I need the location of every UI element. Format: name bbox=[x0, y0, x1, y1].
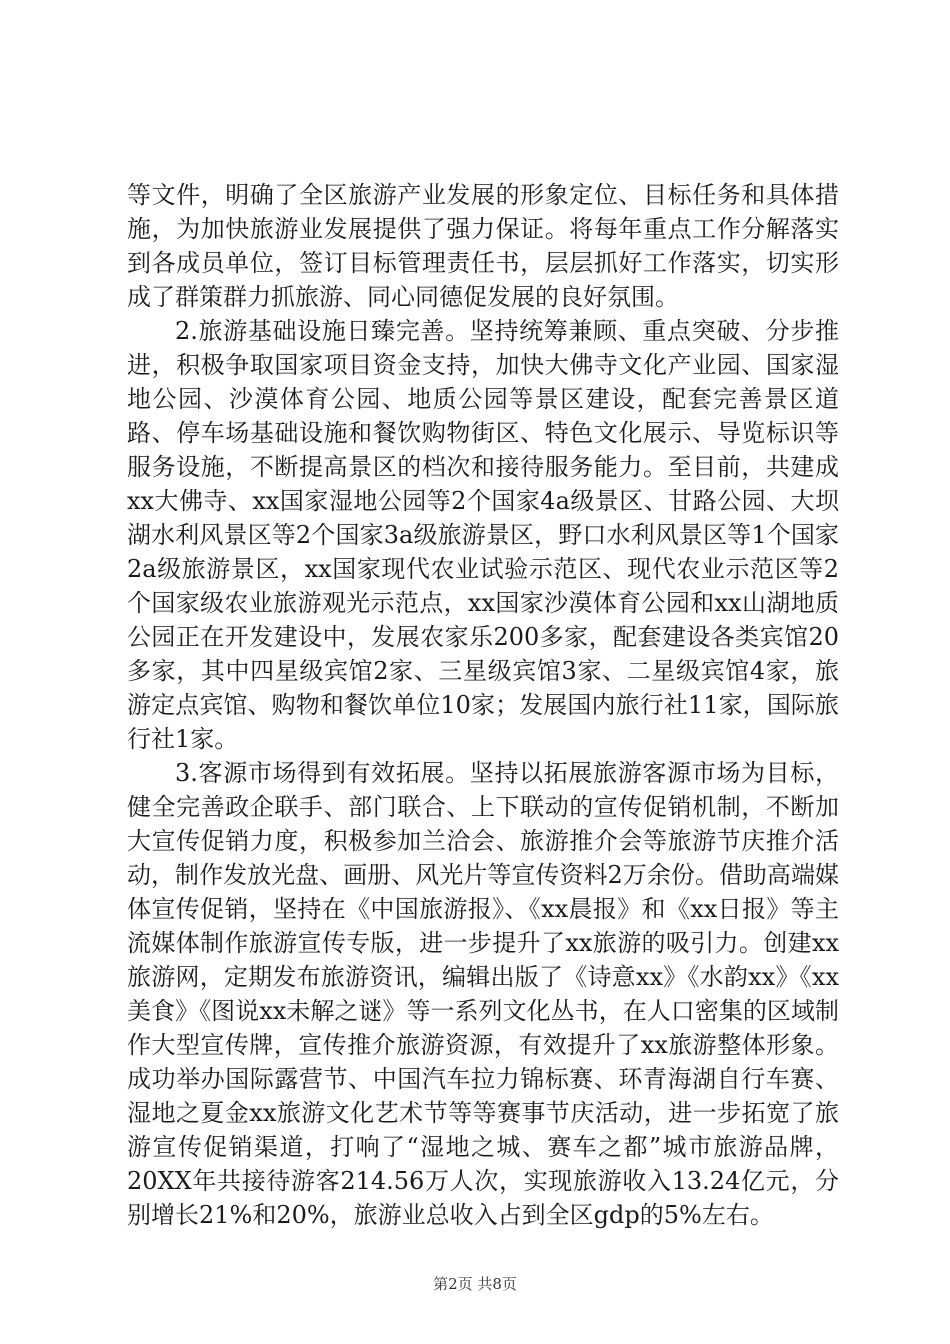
body-text bbox=[127, 178, 839, 1232]
page-footer: 第2页 共8页 bbox=[433, 1275, 517, 1293]
paragraph-market: 3.客源市场得到有效拓展。坚持以拓展旅游客源市场为目标，健全完善政企联手、部门联合、上下联动的宣传促销机制，不断加大宣传促销力度，积极参加兰洽会、旅游推介会等旅游节庆推介活动，制作发放光盘、画册、风光片等宣传资料2万余份。借助高端媒体宣传促销，坚持在《中国旅游报》、《xx晨报》和《xx日报》等主流媒体制作旅游宣传专版，进一步提升了xx旅游的吸引力。创建xx旅游网，定期发布旅游资讯，编辑出版了《诗意xx》《水韵xx》《xx美食》《图说xx未解之谜》等一系列文化丛书，在人口密集的区域制作大型宣传牌，宣传推介旅游资源，有效提升了xx旅游整体形象。成功举办国际露营节、中国汽车拉力锦标赛、环青海湖自行车赛、湿地之夏金xx旅游文化艺术节等等赛事节庆活动，进一步拓宽了旅游宣传促销渠道，打响了“湿地之城、赛车之都”城市旅游品牌，20XX年共接待游客214.56万人次，实现旅游收入13.24亿元，分别增长21%和20%，旅游业总收入占到全区gdp的5%左右。 bbox=[127, 759, 839, 1229]
paragraph-infrastructure: 2.旅游基础设施日臻完善。坚持统筹兼顾、重点突破、分步推进，积极争取国家项目资金支持，加快大佛寺文化产业园、国家湿地公园、沙漠体育公园、地质公园等景区建设，配套完善景区道路、停车场基础设施和餐饮购物街区、特色文化展示、导览标识等服务设施，不断提高景区的档次和接待服务能力。至目前，共建成xx大佛寺、xx国家湿地公园等2个国家4a级景区、甘路公园、大坝湖水利风景区等2个国家3a级旅游景区，野口水利风景区等1个国家2a级旅游景区，xx国家现代农业试验示范区、现代农业示范区等2个国家级农业旅游观光示范点，xx国家沙漠体育公园和xx山湖地质公园正在开发建设中，发展农家乐200多家，配套建设各类宾馆20多家，其中四星级宾馆2家、三星级宾馆3家、二星级宾馆4家，旅游定点宾馆、购物和餐饮单位10家；发展国内旅行社11家，国际旅行社1家。 bbox=[127, 317, 839, 753]
paragraph-continuation: 等文件，明确了全区旅游产业发展的形象定位、目标任务和具体措施，为加快旅游业发展提供了强力保证。将每年重点工作分解落实到各成员单位，签订目标管理责任书，层层抓好工作落实，切实形成了群策群力抓旅游、同心同德促发展的良好氛围。 bbox=[127, 181, 839, 311]
